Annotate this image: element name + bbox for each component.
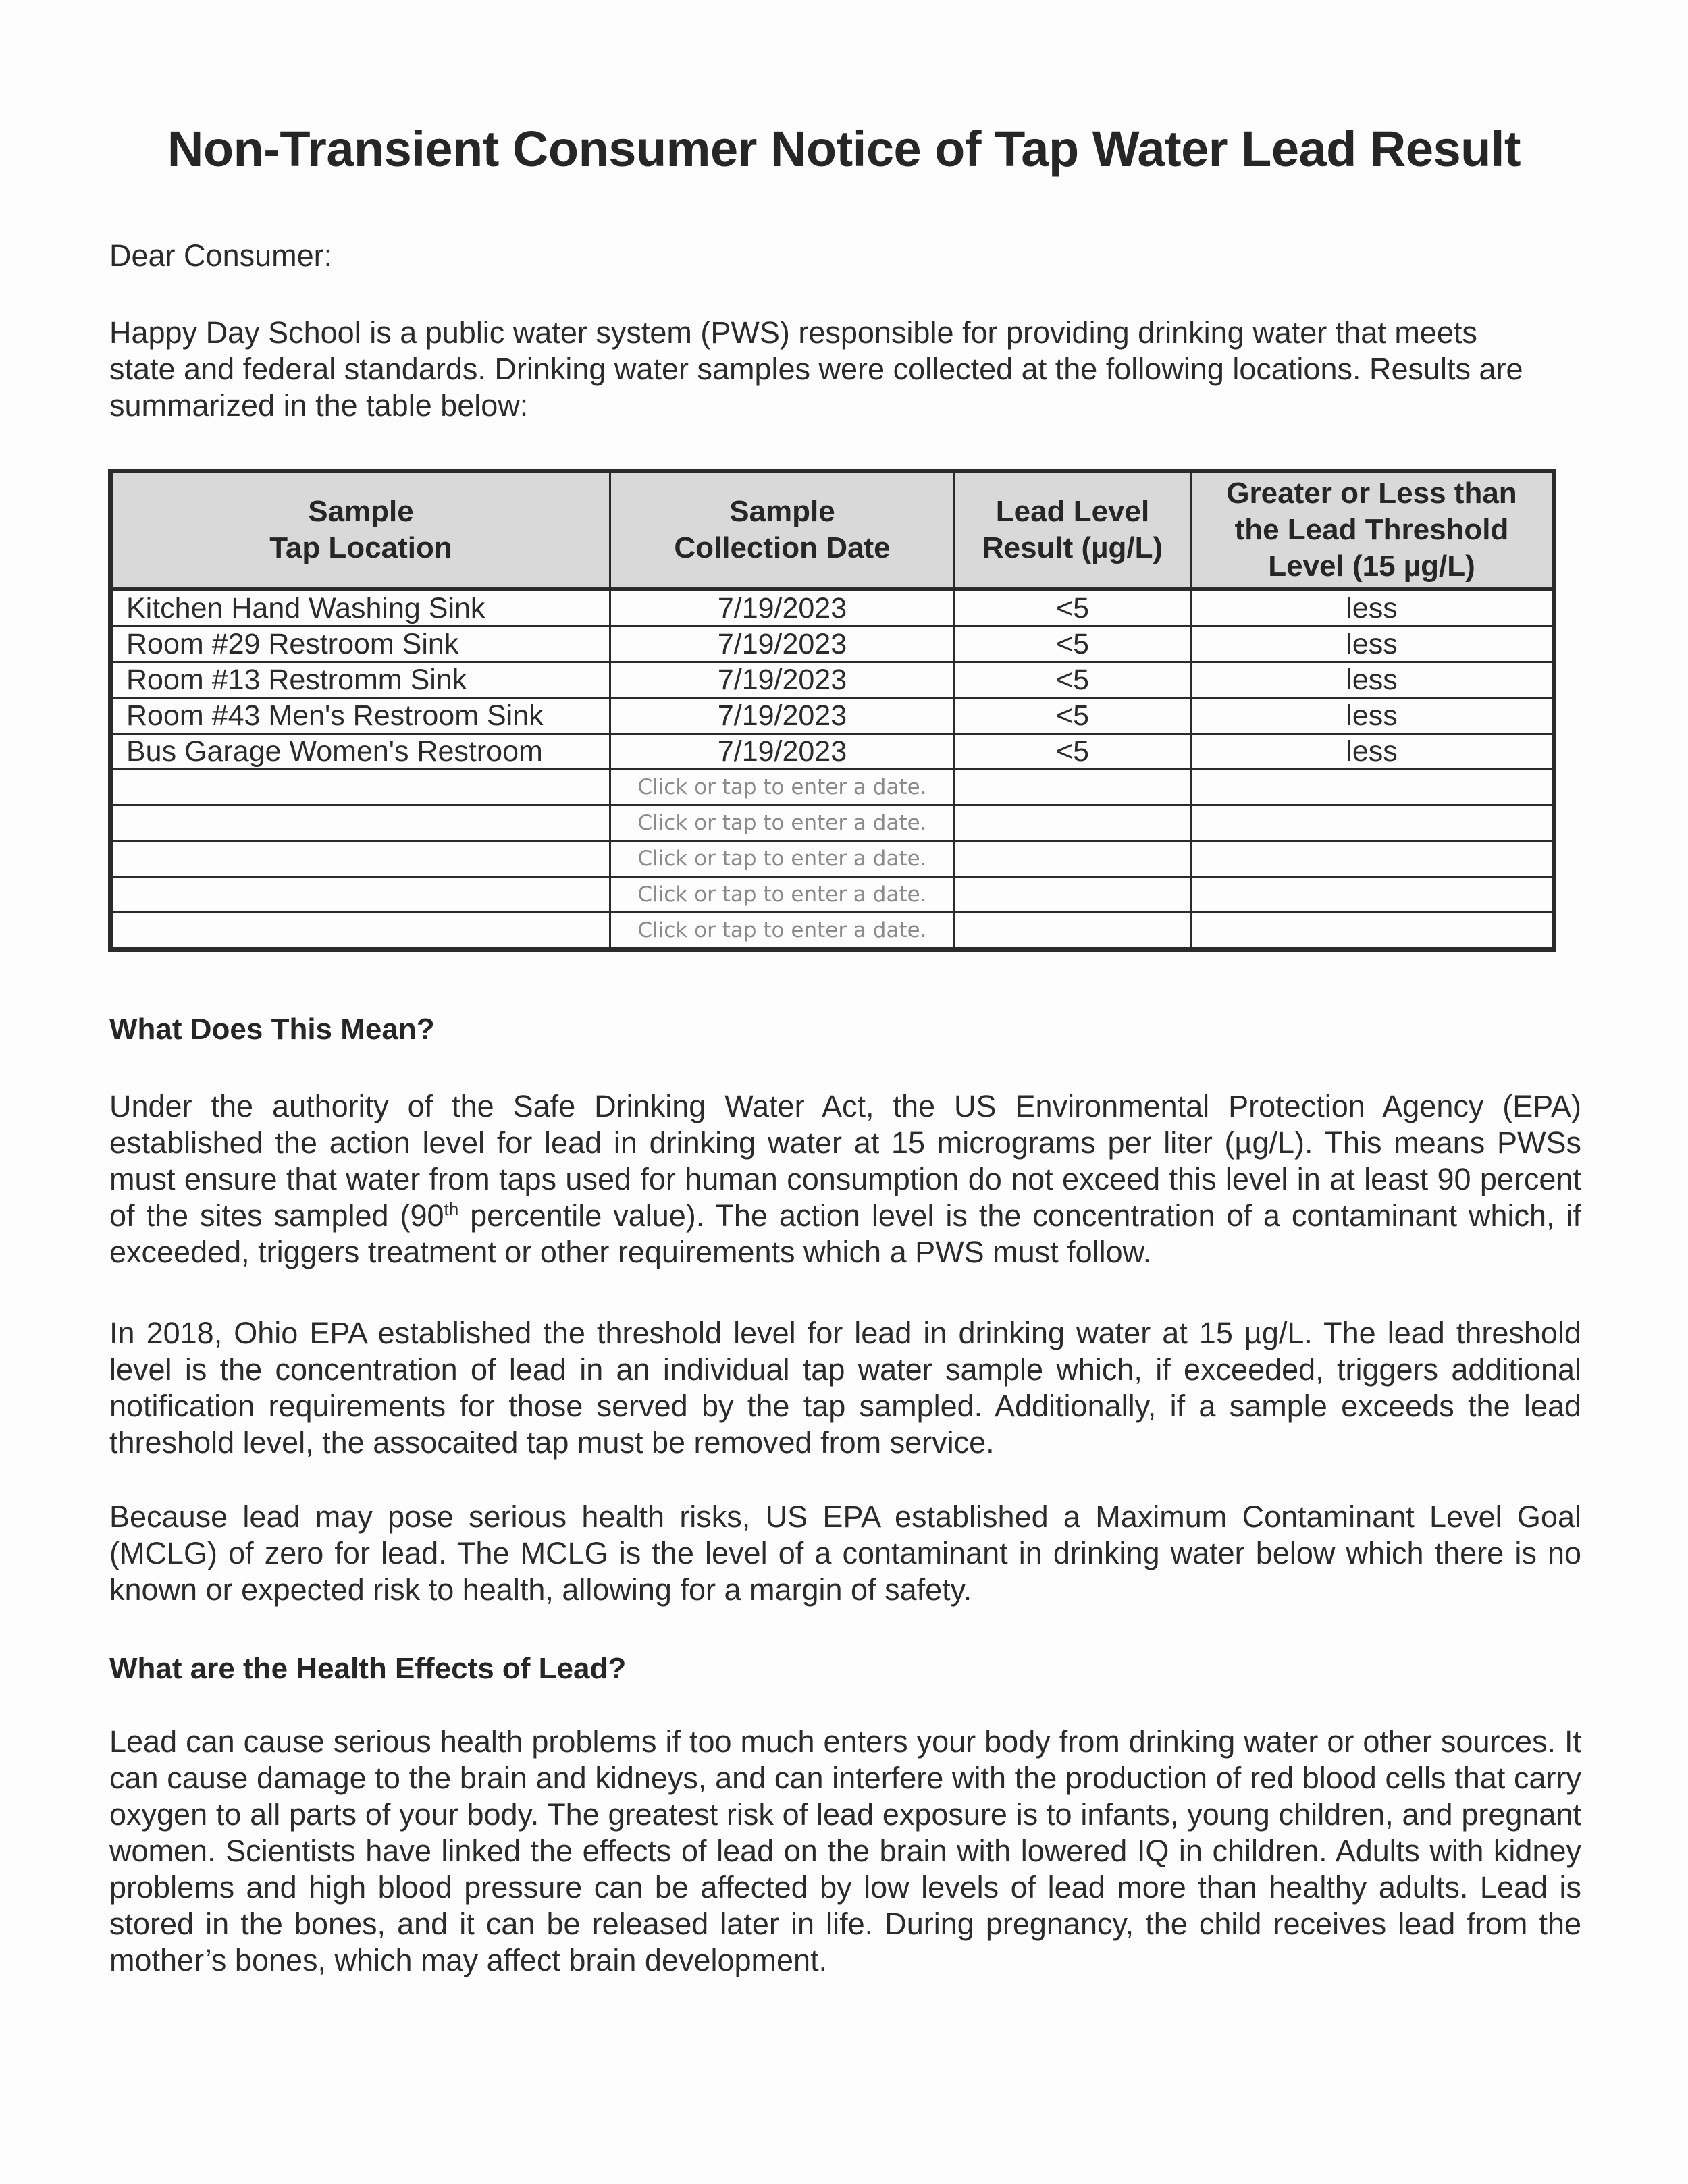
section-heading-meaning: What Does This Mean?	[109, 1013, 435, 1046]
date-picker-placeholder[interactable]: Click or tap to enter a date.	[610, 770, 955, 805]
cell-location[interactable]	[111, 770, 610, 805]
table-row-empty	[111, 770, 1554, 805]
cell-result[interactable]	[955, 877, 1191, 913]
table-row	[111, 589, 1554, 627]
header-label: Collection Date	[674, 531, 891, 564]
header-label: Sample	[729, 495, 835, 528]
cell-result[interactable]	[955, 913, 1191, 950]
date-picker-placeholder[interactable]: Click or tap to enter a date.	[610, 877, 955, 913]
cell-comparison[interactable]	[1191, 805, 1554, 841]
meaning-paragraph-3: Because lead may pose serious health risks, US EPA established a Maximum Contaminant Level Goal (MCLG) of zero for lead. The MCLG is the level of a contaminant in drinking water below which there is no known or expected risk to health, allowing for a margin of safety.	[109, 1499, 1581, 1607]
date-picker-placeholder[interactable]: Click or tap to enter a date.	[610, 805, 955, 841]
meaning-paragraph-2: In 2018, Ohio EPA established the threshold level for lead in drinking water at 15 µg/L. The lead threshold level is the concentration of lead in an individual tap water sample which, if exceeded, triggers additional notification requirements for those served by the tap sampled. Additionally, if a sample exceeds the lead threshold level, the assocaited tap must be removed from service.	[109, 1316, 1581, 1460]
table-header-row	[111, 471, 1554, 589]
cell-location: Kitchen Hand Washing Sink	[111, 589, 610, 627]
ordinal-suffix: th	[444, 1199, 459, 1219]
cell-location: Bus Garage Women's Restroom	[111, 734, 610, 770]
cell-result[interactable]	[955, 841, 1191, 877]
header-threshold-comparison	[1191, 471, 1554, 589]
meaning-text-part-2: percentile value). The action level is the concentration of a contaminant which, if exceeded, triggers treatment or other requirements which a PWS must follow.	[109, 1198, 1581, 1269]
cell-date[interactable]: 7/19/2023	[610, 589, 955, 627]
table-row-empty	[111, 877, 1554, 913]
intro-paragraph: Happy Day School is a public water system (PWS) responsible for providing drinking water that meets state and federal standards. Drinking water samples were collected at the following locations. Results are summarized in the table below:	[109, 315, 1523, 423]
cell-result: <5	[955, 662, 1191, 698]
cell-location[interactable]	[111, 805, 610, 841]
date-picker-placeholder[interactable]: Click or tap to enter a date.	[610, 913, 955, 950]
header-sample-collection-date	[610, 471, 955, 589]
cell-result[interactable]	[955, 805, 1191, 841]
header-sample-tap-location	[111, 471, 610, 589]
cell-location: Room #29 Restroom Sink	[111, 627, 610, 662]
section-heading-health: What are the Health Effects of Lead?	[109, 1652, 627, 1685]
header-label: Result (µg/L)	[982, 531, 1163, 564]
cell-result[interactable]	[955, 770, 1191, 805]
cell-comparison: less	[1191, 589, 1554, 627]
header-label: Sample	[308, 495, 414, 528]
table-row	[111, 662, 1554, 698]
cell-result: <5	[955, 734, 1191, 770]
cell-comparison: less	[1191, 662, 1554, 698]
table-row-empty	[111, 913, 1554, 950]
cell-location[interactable]	[111, 877, 610, 913]
cell-comparison[interactable]	[1191, 877, 1554, 913]
cell-comparison[interactable]	[1191, 841, 1554, 877]
header-label: Greater or Less than	[1226, 477, 1517, 510]
cell-result: <5	[955, 627, 1191, 662]
cell-comparison[interactable]	[1191, 770, 1554, 805]
header-label: Lead Level	[995, 495, 1150, 528]
table-row	[111, 627, 1554, 662]
meaning-text-part-1: Under the authority of the Safe Drinking Water Act, the US Environmental Protection Agency (EPA) established the action level for lead in drinking water at 15 micrograms per liter (µg/L). This means PWSs must ensure that water from taps used for human consumption do not exceed this level in at least 90 percent of the sites sampled (90	[109, 1089, 1581, 1233]
cell-location: Room #13 Restromm Sink	[111, 662, 610, 698]
cell-result: <5	[955, 698, 1191, 734]
health-paragraph: Lead can cause serious health problems if too much enters your body from drinking water or other sources. It can cause damage to the brain and kidneys, and can interfere with the production of red blood cells that carry oxygen to all parts of your body. The greatest risk of lead exposure is to infants, young children, and pregnant women. Scientists have linked the effects of lead on the brain with lowered IQ in children. Adults with kidney problems and high blood pressure can be affected by low levels of lead more than healthy adults. Lead is stored in the bones, and it can be released later in life. During pregnancy, the child receives lead from the mother’s bones, which may affect brain development.	[109, 1724, 1581, 1977]
table-row-empty	[111, 841, 1554, 877]
cell-date[interactable]: 7/19/2023	[610, 698, 955, 734]
cell-location[interactable]	[111, 841, 610, 877]
cell-comparison[interactable]	[1191, 913, 1554, 950]
cell-date[interactable]: 7/19/2023	[610, 662, 955, 698]
lead-results-table	[108, 469, 1556, 952]
header-label: the Lead Threshold	[1234, 513, 1509, 546]
cell-result: <5	[955, 589, 1191, 627]
header-lead-level-result	[955, 471, 1191, 589]
page-title: Non-Transient Consumer Notice of Tap Water Lead Result	[167, 121, 1521, 177]
cell-date[interactable]: 7/19/2023	[610, 734, 955, 770]
table-row	[111, 698, 1554, 734]
table-row	[111, 734, 1554, 770]
salutation: Dear Consumer:	[109, 238, 333, 273]
cell-comparison: less	[1191, 698, 1554, 734]
table-row-empty	[111, 805, 1554, 841]
cell-location[interactable]	[111, 913, 610, 950]
cell-comparison: less	[1191, 627, 1554, 662]
meaning-paragraph-1	[109, 1088, 1581, 1271]
header-label: Level (15 µg/L)	[1268, 550, 1475, 583]
cell-comparison: less	[1191, 734, 1554, 770]
date-picker-placeholder[interactable]: Click or tap to enter a date.	[610, 841, 955, 877]
cell-location: Room #43 Men's Restroom Sink	[111, 698, 610, 734]
header-label: Tap Location	[269, 531, 452, 564]
cell-date[interactable]: 7/19/2023	[610, 627, 955, 662]
